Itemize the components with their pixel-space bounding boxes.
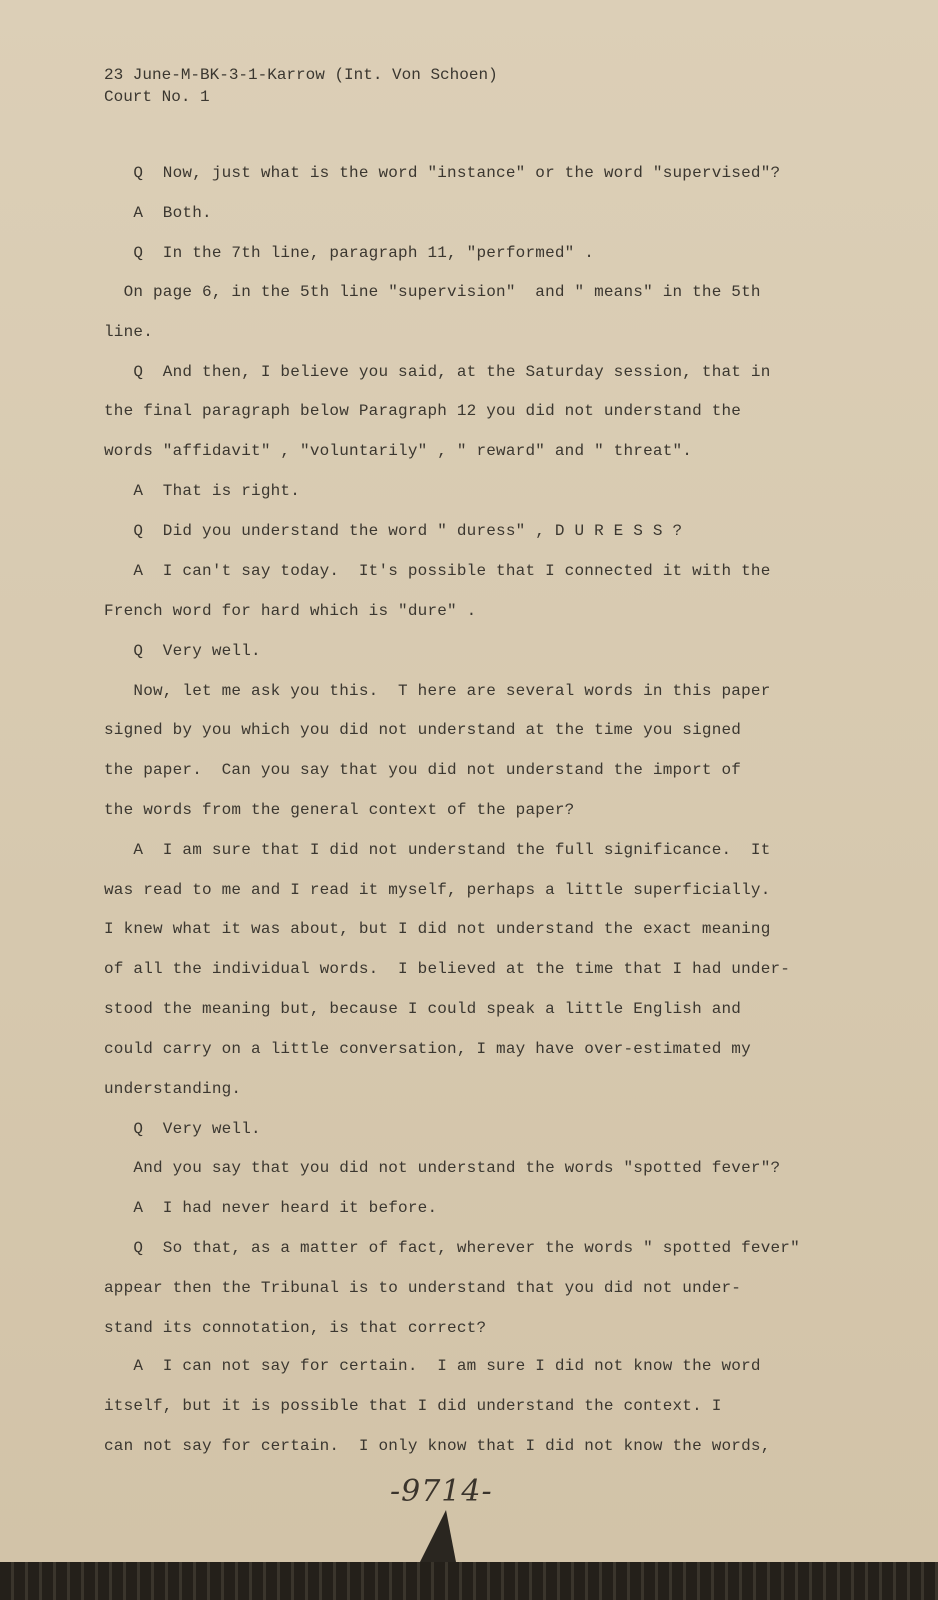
transcript-line: appear then the Tribunal is to understand that you did not under- — [104, 1279, 742, 1297]
transcript-line: signed by you which you did not understand at the time you signed — [104, 721, 742, 739]
transcript-line: A I can't say today. It's possible that I connected it with the — [104, 562, 771, 580]
transcript-line: Now, let me ask you this. T here are several words in this paper — [104, 682, 771, 700]
scan-background-strip — [0, 1562, 938, 1600]
transcript-line: Q Very well. — [104, 1120, 261, 1138]
transcript-line: Q Did you understand the word " duress" , D U R E S S ? — [104, 522, 683, 540]
transcript-line: Q And then, I believe you said, at the Saturday session, that in — [104, 363, 771, 381]
transcript-line: Q So that, as a matter of fact, wherever the words " spotted fever" — [104, 1239, 800, 1257]
transcript-line: can not say for certain. I only know that I did not know the words, — [104, 1437, 771, 1455]
transcript-line: itself, but it is possible that I did understand the context. I — [104, 1397, 722, 1415]
transcript-line: A I am sure that I did not understand the full significance. It — [104, 841, 771, 859]
transcript-line: A I can not say for certain. I am sure I did not know the word — [104, 1357, 761, 1375]
transcript-line: Q Now, just what is the word "instance" or the word "supervised"? — [104, 164, 781, 182]
transcript-line: the words from the general context of the paper? — [104, 801, 575, 819]
transcript-line: words "affidavit" , "voluntarily" , " reward" and " threat". — [104, 442, 693, 460]
transcript-line: On page 6, in the 5th line "supervision" and " means" in the 5th — [104, 283, 761, 301]
transcript-line: could carry on a little conversation, I may have over-estimated my — [104, 1040, 751, 1058]
header-case-line: 23 June-M-BK-3-1-Karrow (Int. Von Schoen) — [104, 66, 498, 84]
document-header — [104, 64, 498, 108]
transcript-line: stand its connotation, is that correct? — [104, 1319, 487, 1337]
transcript-line: A Both. — [104, 204, 212, 222]
transcript-line: line. — [104, 323, 154, 341]
transcript-line: A That is right. — [104, 482, 301, 500]
transcript-line: stood the meaning but, because I could speak a little English and — [104, 1000, 742, 1018]
transcript-line: French word for hard which is "dure" . — [104, 602, 477, 620]
transcript-line: was read to me and I read it myself, perhaps a little superficially. — [104, 881, 771, 899]
header-court-line: Court No. 1 — [104, 88, 210, 106]
transcript-line: the paper. Can you say that you did not understand the import of — [104, 761, 742, 779]
transcript-line: of all the individual words. I believed at the time that I had under- — [104, 960, 791, 978]
transcript-line: Q Very well. — [104, 642, 261, 660]
transcript-line: I knew what it was about, but I did not understand the exact meaning — [104, 920, 771, 938]
transcript-line: the final paragraph below Paragraph 12 you did not understand the — [104, 402, 742, 420]
transcript-line: A I had never heard it before. — [104, 1199, 438, 1217]
transcript-line: And you say that you did not understand the words "spotted fever"? — [104, 1159, 781, 1177]
torn-edge — [420, 1510, 456, 1562]
transcript-line: understanding. — [104, 1080, 242, 1098]
transcript-line: Q In the 7th line, paragraph 11, "performed" . — [104, 244, 595, 262]
handwritten-page-number: -9714- — [390, 1474, 493, 1509]
